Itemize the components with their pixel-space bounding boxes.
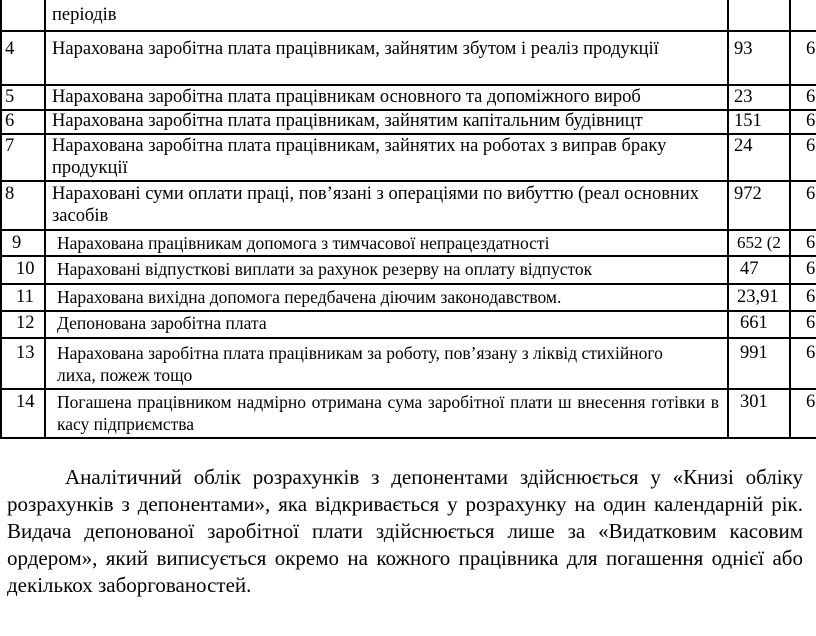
row-text: Нарахована заробітна плата працівникам основного та допоміжного вироб [52,87,641,107]
row-divider [0,283,816,285]
row-tail: 6 [806,392,816,412]
row-number: 4 [5,39,15,59]
row-tail: 6 [806,111,816,131]
row-number: 9 [12,233,22,253]
row-text: Депонована заробітна плата [57,313,267,333]
body-paragraph: Аналітичний облік розрахунків з депонентами здійснюється у «Книзі обліку розрахунків з депонентами», яка відкривається у розрахунку на один календарній рік. Видача депонованої заробітної плати здійснюється лише за «Видатковим касовим ордером», який виписується окремо на кожного працівника для погашення однієї або декількох заборгованостей. [7,465,803,597]
row-text-fragment: періодів [52,5,117,25]
row-divider [0,388,816,390]
row-tail: 6 [806,184,816,204]
row-divider [0,229,816,231]
row-amount: 151 [734,111,762,131]
row-number: 12 [16,313,35,333]
row-tail: 6 [806,233,816,253]
row-text: Нарахована заробітна плата працівникам за роботу, пов’язану з ліквід стихійного лиха, пожеж тощо [57,343,663,385]
row-tail: 6 [806,87,816,107]
row-text: Нарахована працівникам допомога з тимчасової непрацездатності [57,233,550,253]
row-divider [0,337,816,339]
row-divider [0,255,816,257]
row-amount: 23 [734,87,753,107]
row-text: Нарахована заробітна плата працівникам, зайнятим капітальним будівницт [52,111,643,131]
row-amount: 24 [734,136,753,156]
row-tail: 6 [806,136,816,156]
col-divider [727,0,729,438]
row-number: 8 [5,184,15,204]
row-amount: 652 (2 [737,233,781,252]
row-number: 10 [16,259,35,279]
row-number: 14 [16,392,35,412]
row-amount: 972 [734,184,762,204]
row-number: 11 [16,287,34,307]
row-amount: 991 [740,343,768,363]
row-number: 7 [5,136,15,156]
row-text: Нараховані суми оплати праці, пов’язані з операціями по вибуттю (реал основних засобів [52,184,699,226]
row-amount: 93 [734,39,753,59]
row-tail: 6 [806,343,816,363]
row-amount: 47 [740,259,759,279]
row-number: 6 [5,111,15,131]
row-divider [0,30,816,32]
row-tail: 6 [806,287,816,307]
row-divider [0,180,816,182]
row-text: Погашена працівником надмірно отримана сума заробітної плати ш внесення готівки в касу підприємства [57,392,719,434]
row-number: 13 [16,343,35,363]
row-amount: 661 [740,313,768,333]
row-number: 5 [5,87,15,107]
row-text: Нарахована заробітна плата працівникам, зайнятих на роботах з виправ браку продукції [52,136,667,178]
row-divider [0,437,816,439]
row-text: Нарахована вихідна допомога передбачена діючим законодавством. [57,287,562,307]
row-amount: 301 [740,392,768,412]
row-text: Нарахована заробітна плата працівникам, зайнятим збутом і реаліз продукції [52,39,659,59]
row-amount: 23,91 [737,287,779,307]
row-text: Нараховані відпусткові виплати за рахунок резерву на оплату відпусток [57,259,593,279]
row-tail: 6 [806,39,816,59]
col-divider [789,0,791,438]
row-tail: 6 [806,313,816,333]
col-divider [44,0,46,438]
row-tail: 6 [806,259,816,279]
col-divider [0,0,2,438]
